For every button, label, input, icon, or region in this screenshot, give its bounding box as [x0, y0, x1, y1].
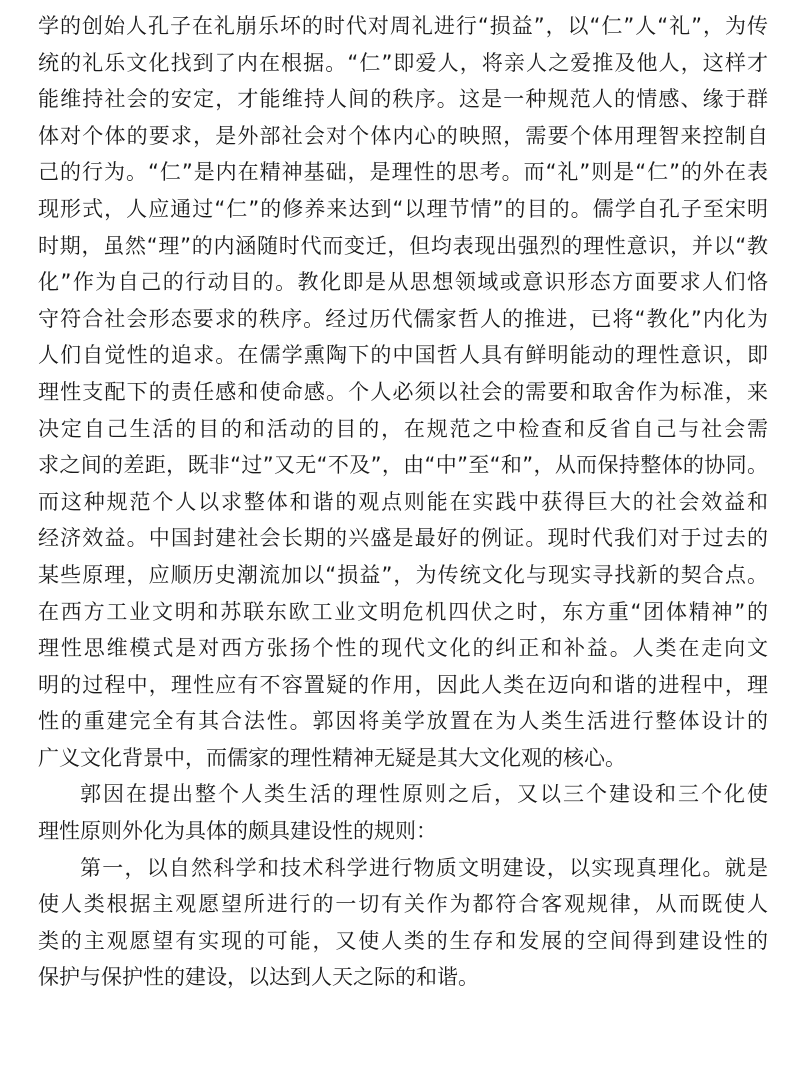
text-line: 己的行为。“仁”是内在精神基础，是理性的思考。而“礼”则是“仁”的外在表 — [38, 160, 768, 185]
text-line: 理性支配下的责任感和使命感。个人必须以社会的需要和取舍作为标准，来 — [38, 379, 768, 404]
text-line: 类的主观愿望有实现的可能，又使人类的生存和发展的空间得到建设性的 — [38, 928, 768, 953]
text-line: 而这种规范个人以求整体和谐的观点则能在实践中获得巨大的社会效益和 — [38, 489, 768, 514]
text-line: 性的重建完全有其合法性。郭因将美学放置在为人类生活进行整体设计的 — [38, 709, 768, 734]
text-line: 求之间的差距，既非“过”又无“不及”，由“中”至“和”，从而保持整体的协同。 — [38, 453, 768, 478]
text-line: 使人类根据主观愿望所进行的一切有关作为都符合客观规律，从而既使人 — [38, 892, 768, 917]
text-line: 决定自己生活的目的和活动的目的，在规范之中检查和反省自己与社会需 — [38, 416, 768, 441]
text-line: 理性原则外化为具体的颇具建设性的规则： — [38, 819, 437, 844]
text-line: 第一，以自然科学和技术科学进行物质文明建设，以实现真理化。就是 — [80, 855, 768, 880]
text-line: 化”作为自己的行动目的。教化即是从思想领域或意识形态方面要求人们恪 — [38, 270, 768, 295]
text-line: 体对个体的要求，是外部社会对个体内心的映照，需要个体用理智来控制自 — [38, 123, 768, 148]
text-line: 时期，虽然“理”的内涵随时代而变迁，但均表现出强烈的理性意识，并以“教 — [38, 233, 768, 258]
text-line: 广义文化背景中，而儒家的理性精神无疑是其大文化观的核心。 — [38, 745, 626, 770]
text-line: 人们自觉性的追求。在儒学熏陶下的中国哲人具有鲜明能动的理性意识，即 — [38, 343, 768, 368]
text-line: 在西方工业文明和苏联东欧工业文明危机四伏之时，东方重“团体精神”的 — [38, 599, 768, 624]
text-line: 保护与保护性的建设，以达到人天之际的和谐。 — [38, 965, 479, 990]
text-line: 学的创始人孔子在礼崩乐坏的时代对周礼进行“损益”，以“仁”人“礼”，为传 — [38, 14, 768, 38]
text-line: 统的礼乐文化找到了内在根据。“仁”即爱人，将亲人之爱推及他人，这样才 — [38, 50, 768, 75]
text-line: 经济效益。中国封建社会长期的兴盛是最好的例证。现时代我们对于过去的 — [38, 526, 768, 551]
text-line: 理性思维模式是对西方张扬个性的现代文化的纠正和补益。人类在走向文 — [38, 636, 768, 661]
text-line: 明的过程中，理性应有不容置疑的作用，因此人类在迈向和谐的进程中，理 — [38, 672, 768, 697]
text-line: 守符合社会形态要求的秩序。经过历代儒家哲人的推进，已将“教化”内化为 — [38, 306, 768, 331]
body-text — [38, 8, 768, 996]
text-line: 郭因在提出整个人类生活的理性原则之后，又以三个建设和三个化使 — [80, 782, 768, 807]
text-line: 现形式，人应通过“仁”的修养来达到“以理节情”的目的。儒学自孔子至宋明 — [38, 196, 768, 221]
text-line: 能维持社会的安定，才能维持人间的秩序。这是一种规范人的情感、缘于群 — [38, 87, 768, 112]
text-line: 某些原理，应顺历史潮流加以“损益”，为传统文化与现实寻找新的契合点。 — [38, 562, 768, 587]
